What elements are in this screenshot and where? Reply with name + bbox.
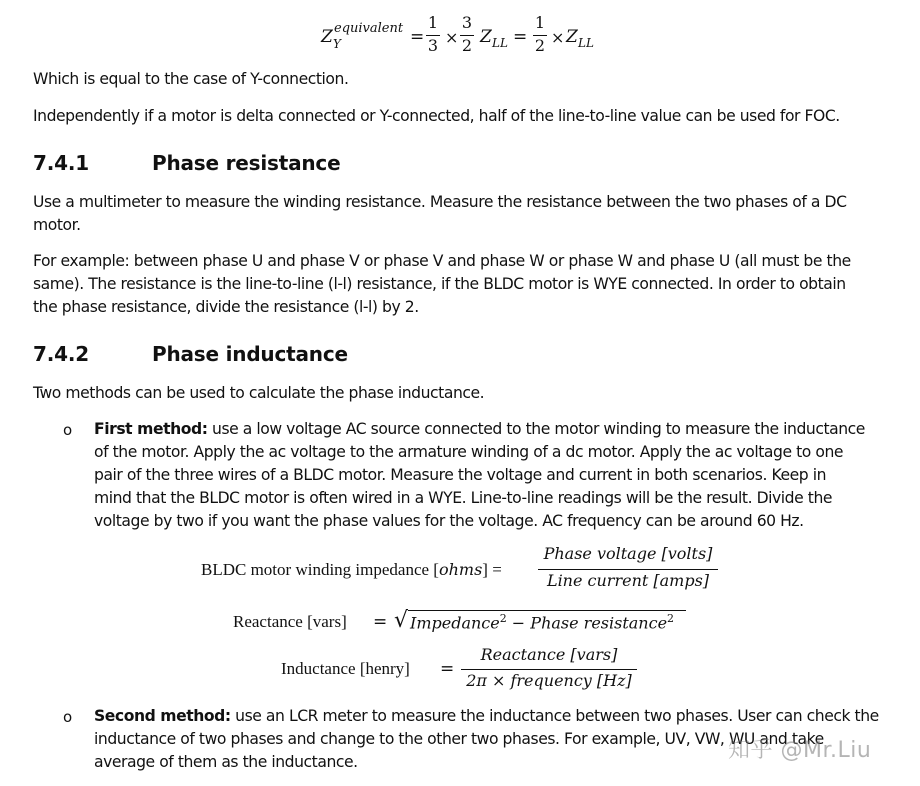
fraction-one-half: 1 2 (534, 13, 546, 55)
fraction-phase-voltage-over-current: Phase voltage [volts] Line current [amps] (538, 544, 718, 596)
z-ll-subscript: LL (578, 36, 594, 50)
paragraph-resistance-example: For example: between phase U and phase V or phase V and phase W or phase W and phase U (all must be the same). The resistance is the line-to-line (l-l) resistance, if the BLDC motor is WYE connected. In order to obtain the phase resistance, divide the resistance (l-l) by 2. (33, 252, 851, 316)
zhihu-watermark: 知乎 @Mr.Liu (728, 738, 872, 763)
bullet-marker: o (63, 708, 73, 726)
fraction-reactance-over-frequency: Reactance [vars] 2π × frequency [Hz] (461, 645, 637, 695)
radical-overbar (408, 610, 686, 611)
times-sign: × (445, 28, 459, 47)
equals-sign: = (513, 27, 528, 47)
z-subscript: Y (333, 37, 341, 51)
list-item-first-method: First method: use a low voltage AC source connected to the motor winding to measure the inductance of the motor. Apply the ac voltage to the armature winding of a dc motor. Apply the ac voltage to one pair of the three wires of a BLDC motor. Measure the voltage and current in both scenarios. Keep in mind that the BLDC motor is often wired in a WYE. Line-to-line readings will be the result. Divide the voltage by two if you want the phase values for the voltage. AC frequency can be around 60 Hz. (94, 420, 865, 530)
radical-sign: √ (394, 608, 409, 633)
list-item-second-method: Second method: use an LCR meter to measure the inductance between two phases. User can check the inductance of two phases and change to the other two phases. For example, UV, VW, WU and take average of them as the inductance. (94, 707, 879, 771)
z-ll-subscript: LL (492, 36, 508, 50)
z-ll-symbol: Z (480, 27, 492, 47)
fraction-three-halves: 3 2 (461, 13, 473, 55)
z-symbol: Z (321, 27, 333, 47)
bullet-marker: o (63, 421, 73, 439)
method-label: Second method: (94, 707, 231, 725)
paragraph-y-connection: Which is equal to the case of Y-connection. (33, 70, 349, 88)
method-label: First method: (94, 420, 208, 438)
equals-sign: = (410, 27, 425, 47)
paragraph-multimeter: Use a multimeter to measure the winding resistance. Measure the resistance between the two phases of a DC motor. (33, 193, 847, 234)
paragraph-two-methods: Two methods can be used to calculate the phase inductance. (33, 384, 485, 402)
document-page: Z equivalent Y = 1 3 × 3 2 Z LL = 1 2 × Z LL Which is equal to the case of Y-connection. Independently if a motor is delta connected or Y-connected, half of the line-to-line value can be used for FOC. 7.4.1 Phase resistance Use a multimeter to measure the winding resistance. Measure the resistance between the two phases of a DC motor. For example: between phase U and phase V or phase V and phase W or phase W and phase U (all must be the same). The resistance is the line-to-line (l-l) resistance, if the BLDC motor is WYE connected. In order to obtain the phase resistance, divide the resistance (l-l) by 2. 7.4.2 Phase inductance Two methods can be used to calculate the phase inductance. o First method: use a low voltage AC source connected to the motor winding to measure the inductance of the motor. Apply the ac voltage to the armature winding of a dc motor. Apply the ac voltage to one pair of the three wires of a BLDC motor. Measure the voltage and current in both scenarios. Keep in mind that the BLDC motor is often wired in a WYE. Line-to-line readings will be the result. Divide the voltage by two if you want the phase values for the voltage. AC frequency can be around 60 Hz. BLDC motor winding impedance [ohms] = Phase voltage [volts] Line current [amps] Reactance [vars] = √ Impedance$^2$ − Phase resistance$^2$ Inductance [henry] = Reactance [vars] 2π × frequency [Hz] o Second method: use an LCR meter to measure the inductance between two phases. User can check the inductance of two phases and change to the other two phases. For example, UV, VW, WU and take average of them as the inductance. 知乎 @Mr.Liu (0, 0, 920, 786)
z-ll-symbol: Z (566, 27, 578, 47)
section-title: Phase inductance (152, 342, 348, 366)
fraction-one-third: 1 3 (427, 13, 439, 55)
section-number: 7.4.1 (33, 151, 89, 175)
section-title: Phase resistance (152, 151, 341, 175)
z-superscript: equivalent (334, 21, 404, 36)
times-sign: × (551, 28, 565, 47)
paragraph-foc-note: Independently if a motor is delta connected or Y-connected, half of the line-to-line value can be used for FOC. (33, 107, 840, 125)
section-number: 7.4.2 (33, 342, 89, 366)
